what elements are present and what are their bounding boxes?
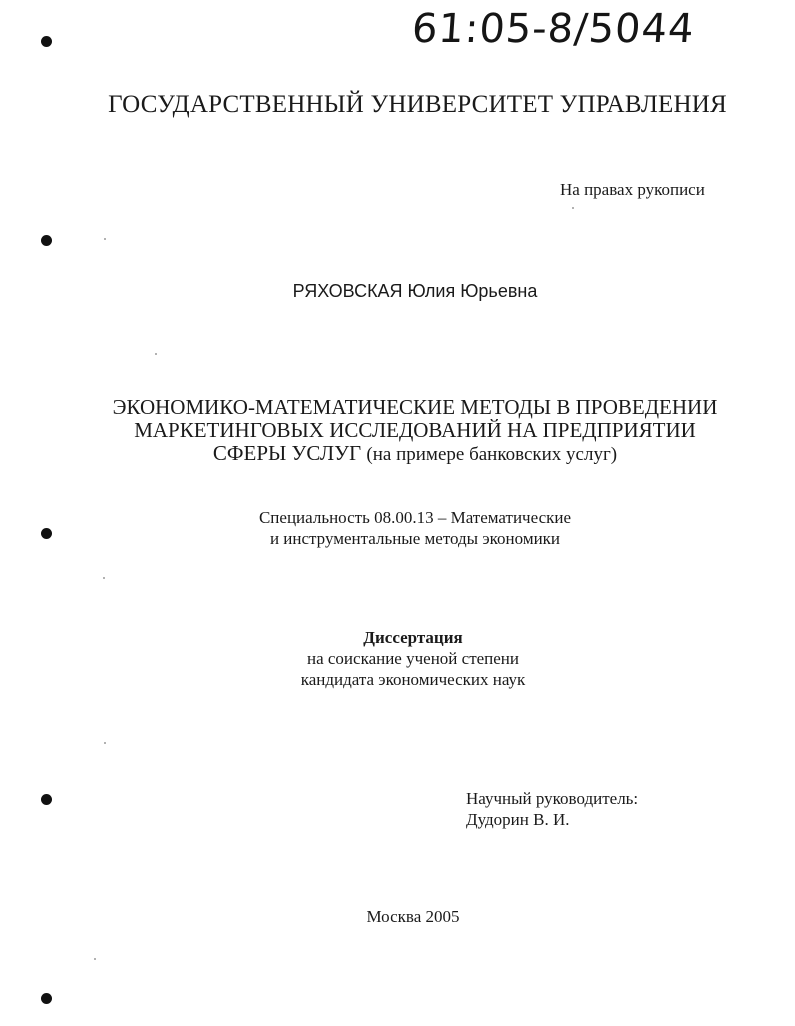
binder-hole-marker xyxy=(41,235,52,246)
specialty-line-2: и инструментальные методы экономики xyxy=(269,529,561,548)
degree-line-2: кандидата экономических наук xyxy=(300,670,526,689)
specialty-line-1: Специальность 08.00.13 – Математические xyxy=(258,508,572,527)
scan-speck xyxy=(94,958,96,960)
scan-speck xyxy=(572,207,574,209)
binder-hole-marker xyxy=(41,36,52,47)
dissertation-title xyxy=(0,396,795,466)
scan-speck xyxy=(104,238,106,240)
supervisor-block xyxy=(466,788,638,830)
title-line-3-suffix: (на примере банковских услуг) xyxy=(366,444,618,465)
city-year: Москва 2005 xyxy=(366,907,460,926)
specialty xyxy=(0,507,795,549)
supervisor-label: Научный руководитель: xyxy=(466,789,639,808)
supervisor-name: Дудорин В. И. xyxy=(466,810,570,829)
title-line-1: ЭКОНОМИКО-МАТЕМАТИЧЕСКИЕ МЕТОДЫ В ПРОВЕДЕНИИ xyxy=(112,395,718,419)
scan-speck xyxy=(103,577,105,579)
university-name: ГОСУДАРСТВЕННЫЙ УНИВЕРСИТЕТ УПРАВЛЕНИЯ xyxy=(108,91,727,118)
title-line-2: МАРКЕТИНГОВЫХ ИССЛЕДОВАНИЙ НА ПРЕДПРИЯТИИ xyxy=(134,418,696,442)
dissertation-heading: Диссертация xyxy=(363,628,463,647)
scan-speck xyxy=(104,742,106,744)
degree-line-1: на соискание ученой степени xyxy=(306,649,520,668)
title-line-3 xyxy=(0,442,795,466)
binder-hole-marker xyxy=(41,993,52,1004)
handwritten-archive-number: 61:05-8/5044 xyxy=(410,6,697,52)
manuscript-rights: На правах рукописи xyxy=(560,180,705,199)
author-name: РЯХОВСКАЯ Юлия Юрьевна xyxy=(292,281,538,301)
title-line-3-main: СФЕРЫ УСЛУГ xyxy=(212,441,362,465)
scan-speck xyxy=(155,353,157,355)
binder-hole-marker xyxy=(41,794,52,805)
dissertation-degree xyxy=(0,627,795,690)
